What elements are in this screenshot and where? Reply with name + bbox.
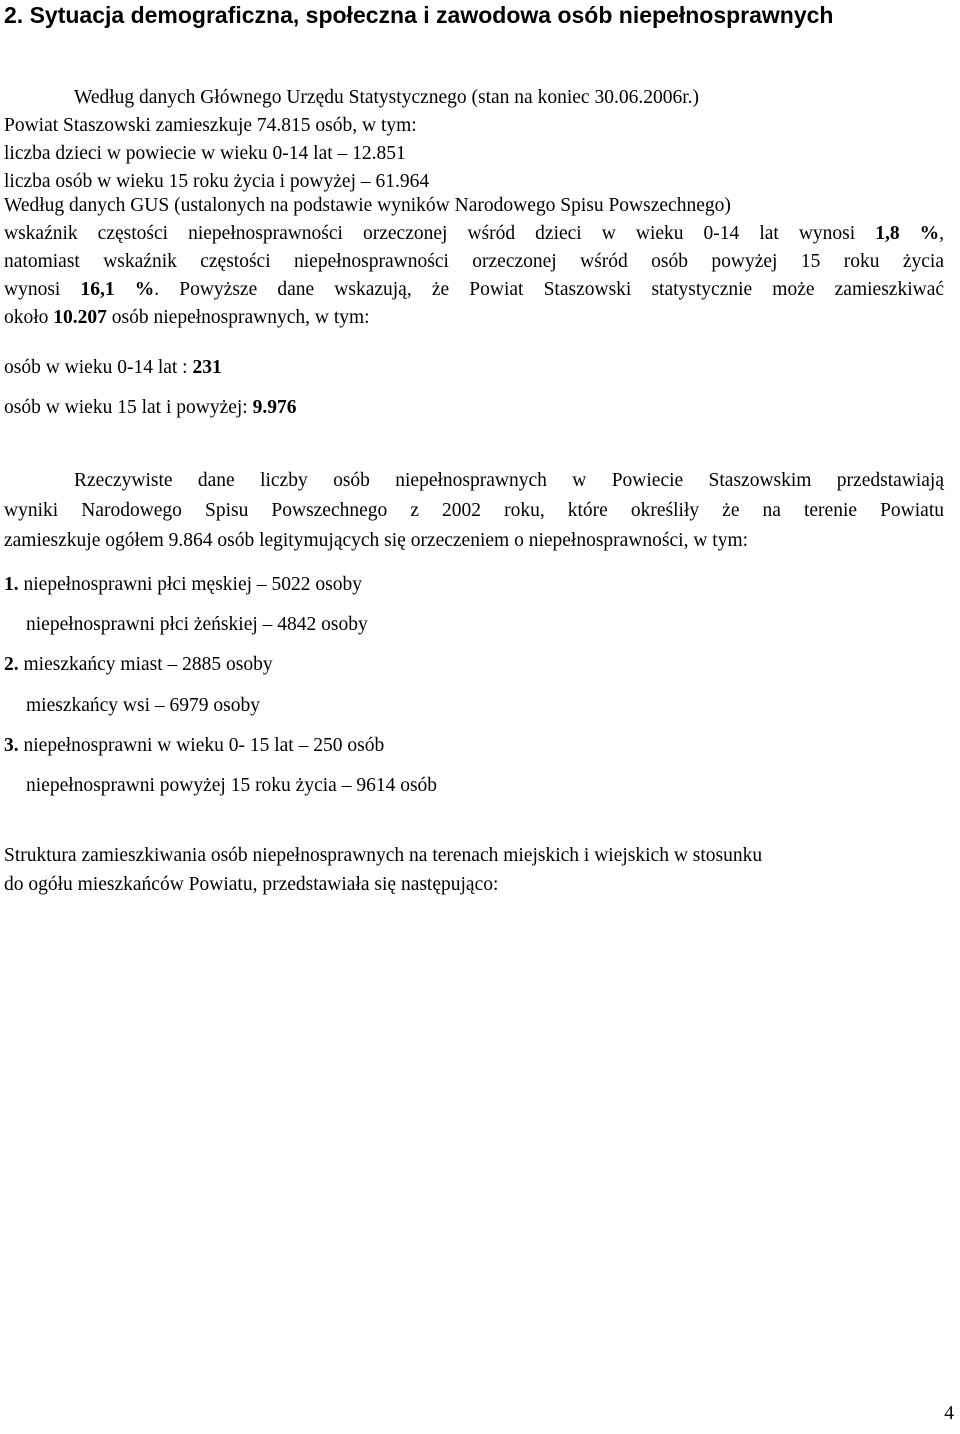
gus-paragraph — [4, 192, 944, 332]
adults-rate: 16,1 % — [80, 279, 155, 300]
structure-line-1: Struktura zamieszkiwania osób niepełnosprawnych na terenach miejskich i wiejskich w stosunku — [4, 845, 763, 866]
census-line-3: zamieszkuje ogółem 9.864 osób legitymujących się orzeczeniem o niepełnosprawności, w tym: — [4, 530, 749, 551]
page-number: 4 — [944, 1403, 954, 1424]
census-line-1: Rzeczywiste dane liczby osób niepełnosprawnych w Powiecie Staszowskim przedstawiają — [74, 470, 944, 491]
estimated-total: 10.207 — [53, 307, 107, 328]
intro-line-4: liczba osób w wieku 15 roku życia i powyżej – 61.964 — [4, 171, 430, 192]
census-line-2: wyniki Narodowego Spisu Powszechnego z 2002 roku, które określiły że na terenie Powiatu — [4, 500, 944, 521]
gus-line-4: wynosi 16,1 %. Powyższe dane wskazują, że Powiat Staszowski statystycznie może zamieszkiwać — [4, 279, 945, 300]
children-rate: 1,8 % — [875, 223, 940, 244]
list-item-1b: niepełnosprawni płci żeńskiej – 4842 osoby — [26, 614, 368, 635]
structure-paragraph — [4, 841, 944, 899]
gus-line-2: wskaźnik częstości niepełnosprawności orzeczonej wśród dzieci w wieku 0-14 lat wynosi 1,8 %, — [4, 223, 944, 244]
list-item-3: 3. niepełnosprawni w wieku 0- 15 lat – 250 osób — [4, 735, 385, 756]
children-count: 231 — [192, 357, 222, 378]
list-item-3b: niepełnosprawni powyżej 15 roku życia – 9614 osób — [26, 775, 438, 796]
gus-line-1: Według danych GUS (ustalonych na podstawie wyników Narodowego Spisu Powszechnego) — [4, 195, 731, 216]
intro-line-1: Według danych Głównego Urzędu Statystycznego (stan na koniec 30.06.2006r.) — [74, 87, 699, 108]
intro-paragraph — [4, 84, 944, 196]
list-item-1: 1. niepełnosprawni płci męskiej – 5022 osoby — [4, 574, 362, 595]
adults-count-line: osób w wieku 15 lat i powyżej: 9.976 — [4, 397, 297, 418]
list-number-3: 3. — [4, 735, 19, 756]
gus-line-3: natomiast wskaźnik częstości niepełnosprawności orzeczonej wśród osób powyżej 15 roku życia — [4, 251, 944, 272]
adults-count: 9.976 — [252, 397, 297, 418]
list-number-1: 1. — [4, 574, 19, 595]
gus-line-5: około 10.207 osób niepełnosprawnych, w tym: — [4, 307, 370, 328]
intro-line-3: liczba dzieci w powiecie w wieku 0-14 lat – 12.851 — [4, 143, 406, 164]
census-paragraph — [4, 466, 944, 556]
list-item-2b: mieszkańcy wsi – 6979 osoby — [26, 695, 260, 716]
intro-line-2: Powiat Staszowski zamieszkuje 74.815 osób, w tym: — [4, 115, 417, 136]
children-count-line: osób w wieku 0-14 lat : 231 — [4, 357, 222, 378]
structure-line-2: do ogółu mieszkańców Powiatu, przedstawiała się następująco: — [4, 874, 499, 895]
list-item-2: 2. mieszkańcy miast – 2885 osoby — [4, 654, 273, 675]
list-number-2: 2. — [4, 654, 19, 675]
section-heading: 2. Sytuacja demograficzna, społeczna i zawodowa osób niepełnosprawnych — [4, 2, 834, 28]
